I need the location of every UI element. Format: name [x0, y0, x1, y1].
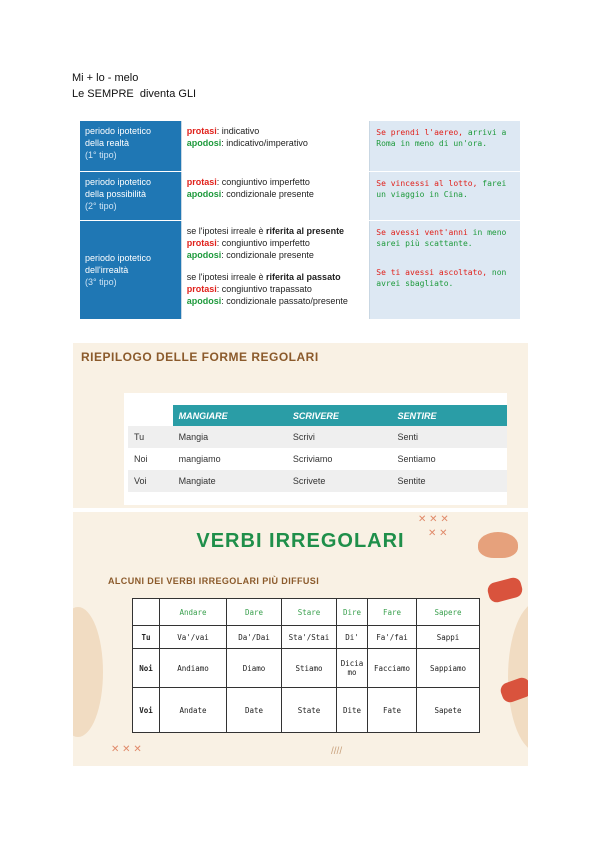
example-cell — [370, 121, 520, 172]
table-row — [80, 121, 520, 172]
example-protasi: Se vincessi al lotto, — [376, 179, 478, 188]
table-cell: Dite — [337, 688, 368, 733]
person-cell: Noi — [133, 649, 160, 688]
type-cell — [80, 221, 181, 320]
table-cell: Sentiamo — [397, 454, 436, 464]
protasi-label: protasi — [186, 238, 217, 248]
example-protasi: Se prendi l'aereo, — [376, 128, 463, 137]
rule-text: : congiuntivo trapassato — [216, 284, 312, 294]
table-cell: Scrivete — [287, 470, 392, 492]
header-cell: Dire — [337, 599, 368, 626]
table-cell: mangiamo — [178, 454, 221, 464]
person-cell: Noi — [134, 454, 148, 464]
verbi-irregolari-title: VERBI IRREGOLARI — [196, 530, 405, 552]
intro-text: se l'ipotesi irreale è — [186, 272, 267, 282]
apodosi-label: apodosi — [186, 189, 222, 199]
header-cell: SCRIVERE — [287, 405, 392, 426]
example-protasi: Se ti avessi ascoltato, — [376, 268, 488, 277]
table-row — [133, 649, 480, 688]
table-row — [80, 172, 520, 221]
table-cell: Sentite — [392, 470, 507, 492]
example-cell — [370, 172, 520, 221]
riepilogo-table — [128, 405, 507, 492]
table-cell: Stiamo — [282, 649, 337, 688]
table-cell: Mangia — [173, 426, 287, 448]
header-cell: Andare — [160, 599, 227, 626]
table-cell: Diciamo — [337, 649, 368, 688]
protasi-label: protasi — [186, 177, 217, 187]
table-cell: Va'/vai — [160, 626, 227, 649]
sparkle-icon: ✕ ✕ ✕ — [418, 514, 449, 525]
type-label: dell'irrealtà — [85, 265, 129, 275]
person-cell: Voi — [133, 688, 160, 733]
table-cell: Facciamo — [368, 649, 417, 688]
header-cell: Stare — [282, 599, 337, 626]
intro-bold: riferita al presente — [266, 226, 345, 236]
type-label: periodo ipotetico — [85, 126, 152, 136]
example-apodosi: farei un viaggio in Cina. — [376, 179, 507, 199]
intro-bold: riferita al passato — [266, 272, 341, 282]
header-cell: Fare — [368, 599, 417, 626]
table-cell: Andate — [160, 688, 227, 733]
header-cell: Dare — [227, 599, 282, 626]
rule-text: : congiuntivo imperfetto — [216, 238, 310, 248]
example-apodosi: non avrei sbagliato. — [376, 268, 507, 288]
table-row — [80, 221, 520, 320]
type-cell — [80, 172, 181, 221]
dash-decoration-icon: //// — [331, 746, 343, 757]
verbi-irregolari-subtitle: ALCUNI DEI VERBI IRREGOLARI PIÙ DIFFUSI — [108, 576, 320, 586]
example-apodosi: arrivi a Roma in meno di un'ora. — [376, 128, 507, 148]
sparkle-icon: ✕ ✕ — [428, 528, 448, 539]
meat-illustration-icon — [486, 576, 524, 604]
decorative-blob — [73, 607, 103, 737]
table-cell: Diamo — [227, 649, 282, 688]
header-cell: MANGIARE — [173, 405, 287, 426]
note-line-2: Le SEMPRE diventa GLI — [72, 88, 197, 100]
table-cell: Sapete — [417, 688, 480, 733]
rule-text: : indicativo — [216, 126, 260, 136]
table-cell: Scrivi — [287, 426, 392, 448]
table-cell: Di' — [337, 626, 368, 649]
rule-text: : congiuntivo imperfetto — [216, 177, 310, 187]
protasi-label: protasi — [186, 126, 217, 136]
table-cell: Fa'/fai — [368, 626, 417, 649]
riepilogo-card — [124, 393, 507, 505]
protasi-label: protasi — [186, 284, 217, 294]
example-protasi: Se avessi vent'anni — [376, 228, 468, 237]
table-cell: Scriviamo — [292, 454, 333, 464]
table-row — [128, 448, 507, 470]
verbi-irregolari-panel — [73, 512, 528, 766]
person-cell: Tu — [128, 426, 173, 448]
header-blank — [133, 599, 160, 626]
table-cell: Fate — [368, 688, 417, 733]
table-cell: Mangiate — [173, 470, 287, 492]
type-label: periodo ipotetico — [85, 253, 152, 263]
notes — [72, 70, 196, 102]
table-cell: Sappi — [417, 626, 480, 649]
rule-text: : condizionale presente — [221, 189, 314, 199]
apodosi-label: apodosi — [186, 296, 222, 306]
riepilogo-title: RIEPILOGO DELLE FORME REGOLARI — [81, 350, 319, 364]
apodosi-label: apodosi — [186, 138, 222, 148]
table-cell: Senti — [392, 426, 507, 448]
verbi-irregolari-table — [132, 598, 480, 733]
table-cell: State — [282, 688, 337, 733]
rule-text: : condizionale passato/presente — [221, 296, 348, 306]
apodosi-label: apodosi — [186, 250, 222, 260]
tipo-label: (2° tipo) — [85, 201, 117, 211]
rules-cell — [181, 121, 370, 172]
rule-text: : condizionale presente — [221, 250, 314, 260]
person-cell: Tu — [133, 626, 160, 649]
intro-text: se l'ipotesi irreale è — [186, 226, 267, 236]
person-cell: Voi — [128, 470, 173, 492]
example-apodosi: in meno sarei più scattante. — [376, 228, 507, 248]
rules-cell — [181, 172, 370, 221]
table-cell: Sta'/Stai — [282, 626, 337, 649]
table-cell: Da'/Dai — [227, 626, 282, 649]
example-cell — [370, 221, 520, 320]
table-cell: Andiamo — [160, 649, 227, 688]
rule-text: : indicativo/imperativo — [221, 138, 308, 148]
table-row — [133, 688, 480, 733]
header-row — [128, 405, 507, 426]
decorative-blob — [508, 602, 528, 752]
type-cell — [80, 121, 181, 172]
header-cell: Sapere — [417, 599, 480, 626]
tipo-label: (3° tipo) — [85, 277, 117, 287]
table-row — [128, 426, 507, 448]
table-row — [128, 470, 507, 492]
table-row — [133, 626, 480, 649]
tipo-label: (1° tipo) — [85, 150, 117, 160]
note-line-1: Mi + lo - melo — [72, 72, 139, 84]
header-blank — [128, 405, 173, 426]
rules-cell — [181, 221, 370, 320]
riepilogo-panel — [73, 343, 528, 508]
header-row — [133, 599, 480, 626]
sparkle-icon: ✕ ✕ ✕ — [111, 744, 142, 755]
type-label: della possibilità — [85, 189, 147, 199]
periodo-ipotetico-table — [80, 121, 520, 320]
table-cell: Date — [227, 688, 282, 733]
type-label: periodo ipotetico — [85, 177, 152, 187]
table-cell: Sappiamo — [417, 649, 480, 688]
header-cell: SENTIRE — [392, 405, 507, 426]
type-label: della realtà — [85, 138, 130, 148]
